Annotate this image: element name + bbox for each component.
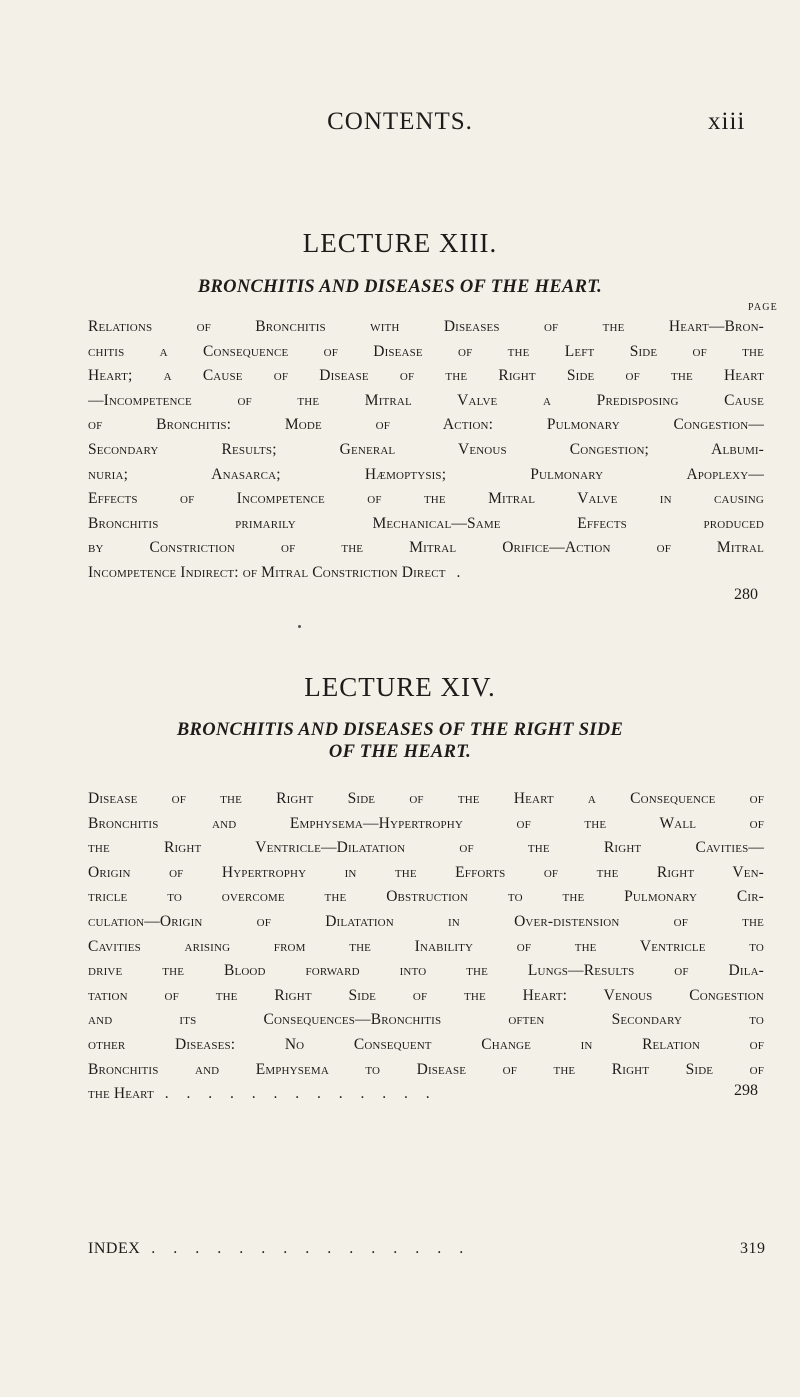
entry-line: Bronchitis and Emphysema to Disease of the Right Side of	[88, 1060, 764, 1078]
entry-line: Cavities arising from the Inability of the Ventricle to	[88, 937, 764, 955]
entry-line: Disease of the Right Side of the Heart a Consequence of	[88, 790, 764, 807]
lecture-subtitle-line: BRONCHITIS AND DISEASES OF THE RIGHT SIDE	[176, 720, 624, 740]
entry-line-text: Incompetence Indirect: of Mitral Constriction Direct	[88, 563, 446, 581]
entry-line: of Bronchitis: Mode of Action: Pulmonary Congestion—	[88, 416, 764, 434]
entry-line: Secondary Results; General Venous Congestion; Albumi-	[88, 440, 764, 458]
entry-line: by Constriction of the Mitral Orifice—Action of Mitral	[88, 539, 764, 557]
page-column-label: PAGE	[748, 302, 778, 313]
running-head-page-number: xiii	[708, 108, 746, 135]
entry-page-number: 280	[734, 586, 758, 603]
lecture-subtitle-line: OF THE HEART.	[328, 742, 472, 762]
entry-line: tricle to overcome the Obstruction to the Pulmonary Cir-	[88, 888, 764, 906]
entry-line: nuria; Anasarca; Hæmoptysis; Pulmonary Apoplexy—	[88, 465, 764, 483]
entry-line: Bronchitis primarily Mechanical—Same Effects produced	[88, 514, 764, 532]
entry-line: Heart; a Cause of Disease of the Right Side of the Heart	[88, 367, 764, 385]
entry-line: tation of the Right Side of the Heart: Venous Congestion	[88, 986, 764, 1004]
entry-line: Relations of Bronchitis with Diseases of the Heart—Bron-	[88, 318, 764, 335]
entry-page-number: 298	[734, 1082, 758, 1099]
lecture-heading: LECTURE XIII.	[302, 228, 498, 258]
entry-line: culation—Origin of Dilatation in Over-distension of the	[88, 912, 764, 930]
entry-line: Origin of Hypertrophy in the Efforts of the Right Ven-	[88, 863, 764, 881]
printer-mark	[298, 625, 301, 628]
running-head-title: CONTENTS.	[327, 108, 473, 135]
index-page-number: 319	[740, 1240, 766, 1257]
entry-line: chitis a Consequence of Disease of the Left Side of the	[88, 342, 764, 360]
entry-line: drive the Blood forward into the Lungs—Results of Dila-	[88, 962, 764, 980]
index-label: INDEX	[88, 1240, 141, 1257]
entry-line: Bronchitis and Emphysema—Hypertrophy of the Wall of	[88, 814, 764, 832]
contents-entry	[88, 787, 764, 1107]
entry-line: and its Consequences—Bronchitis often Secondary to	[88, 1011, 764, 1029]
contents-entry	[88, 315, 764, 586]
entry-line: Effects of Incompetence of the Mitral Valve in causing	[88, 490, 764, 508]
entry-line: the Right Ventricle—Dilatation of the Right Cavities—	[88, 839, 764, 857]
running-head	[0, 108, 800, 144]
lecture-subtitle	[80, 276, 720, 298]
entry-line: —Incompetence of the Mitral Valve a Predisposing Cause	[88, 391, 764, 409]
lecture-heading: LECTURE XIV.	[304, 672, 496, 702]
entry-line-last: Incompetence Indirect: of Mitral Constriction Direct .	[88, 563, 468, 581]
entry-line-last: the Heart . . . . . . . . . . . . .	[88, 1085, 437, 1103]
index-entry: INDEX . . . . . . . . . . . . . . . 319	[88, 1240, 766, 1257]
entry-line: other Diseases: No Consequent Change in Relation of	[88, 1035, 764, 1053]
entry-line-text: the Heart	[88, 1085, 154, 1103]
lecture-subtitle-line: BRONCHITIS AND DISEASES OF THE HEART.	[197, 277, 603, 297]
lecture-subtitle	[80, 719, 720, 763]
